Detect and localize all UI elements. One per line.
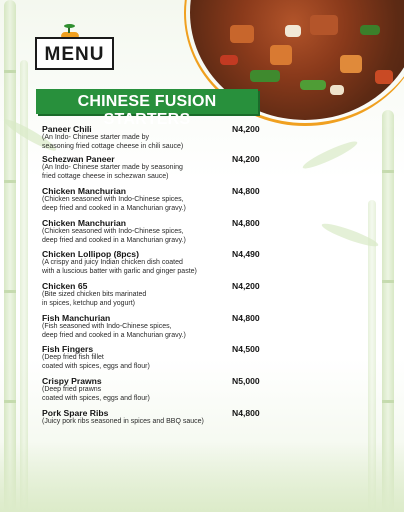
menu-item bbox=[42, 281, 332, 308]
section-title: CHINESE FUSION STARTERS bbox=[77, 93, 217, 128]
item-price: N5,000 bbox=[232, 376, 260, 386]
item-price: N4,800 bbox=[232, 408, 260, 418]
item-price: N4,200 bbox=[232, 154, 260, 164]
item-name: Fish Fingers bbox=[42, 344, 94, 354]
item-description: (A crispy and juicy Indian chicken dish coated with a luscious batter with garlic and ginger paste) bbox=[42, 259, 197, 275]
menu-item bbox=[42, 218, 332, 245]
item-name: Chicken 65 bbox=[42, 281, 88, 291]
item-price: N4,800 bbox=[232, 186, 260, 196]
item-name: Chicken Lollipop (8pcs) bbox=[42, 249, 139, 259]
item-price: N4,200 bbox=[232, 124, 260, 134]
item-price: N4,800 bbox=[232, 313, 260, 323]
menu-item bbox=[42, 154, 332, 181]
item-description: (An Indo- Chinese starter made by seasoning fried cottage cheese in chili sauce) bbox=[42, 134, 184, 150]
bamboo-stalk-decoration bbox=[4, 0, 16, 512]
item-name: Paneer Chili bbox=[42, 124, 92, 134]
item-name: Chicken Manchurian bbox=[42, 218, 127, 228]
item-price: N4,200 bbox=[232, 281, 260, 291]
menu-item bbox=[42, 408, 332, 427]
menu-item bbox=[42, 313, 332, 340]
menu-item bbox=[42, 186, 332, 213]
menu-item bbox=[42, 344, 332, 371]
menu-item bbox=[42, 249, 332, 276]
item-name: Schezwan Paneer bbox=[42, 154, 115, 164]
section-title-bar bbox=[36, 89, 258, 128]
palm-island-icon bbox=[59, 27, 81, 37]
bottom-shade-decoration bbox=[0, 442, 404, 512]
item-description: (Juicy pork ribs seasoned in spices and BBQ sauce) bbox=[42, 418, 204, 425]
menu-logo bbox=[35, 37, 114, 70]
item-description: (Deep fried fish fillet coated with spices, eggs and flour) bbox=[42, 354, 150, 370]
logo-text: MENU bbox=[44, 44, 105, 65]
item-description: (An Indo- Chinese starter made by seasoning fried cottage cheese in schezwan sauce) bbox=[42, 164, 183, 180]
item-price: N4,800 bbox=[232, 218, 260, 228]
item-price: N4,500 bbox=[232, 344, 260, 354]
item-name: Chicken Manchurian bbox=[42, 186, 127, 196]
menu-item bbox=[42, 124, 332, 151]
item-description: (Bite sized chicken bits marinated in spices, ketchup and yogurt) bbox=[42, 291, 147, 307]
menu-item bbox=[42, 376, 332, 403]
item-price: N4,490 bbox=[232, 249, 260, 259]
item-name: Crispy Prawns bbox=[42, 376, 102, 386]
item-description: (Chicken seasoned with Indo-Chinese spices, deep fried and cooked in a Manchurian gravy.) bbox=[42, 228, 186, 244]
item-description: (Deep fried prawns coated with spices, eggs and flour) bbox=[42, 386, 150, 402]
item-name: Pork Spare Ribs bbox=[42, 408, 109, 418]
item-description: (Fish seasoned with Indo-Chinese spices, deep fried and cooked in a Manchurian gravy.) bbox=[42, 323, 186, 339]
item-name: Fish Manchurian bbox=[42, 313, 111, 323]
item-description: (Chicken seasoned with Indo-Chinese spices, deep fried and cooked in a Manchurian gravy.) bbox=[42, 196, 186, 212]
